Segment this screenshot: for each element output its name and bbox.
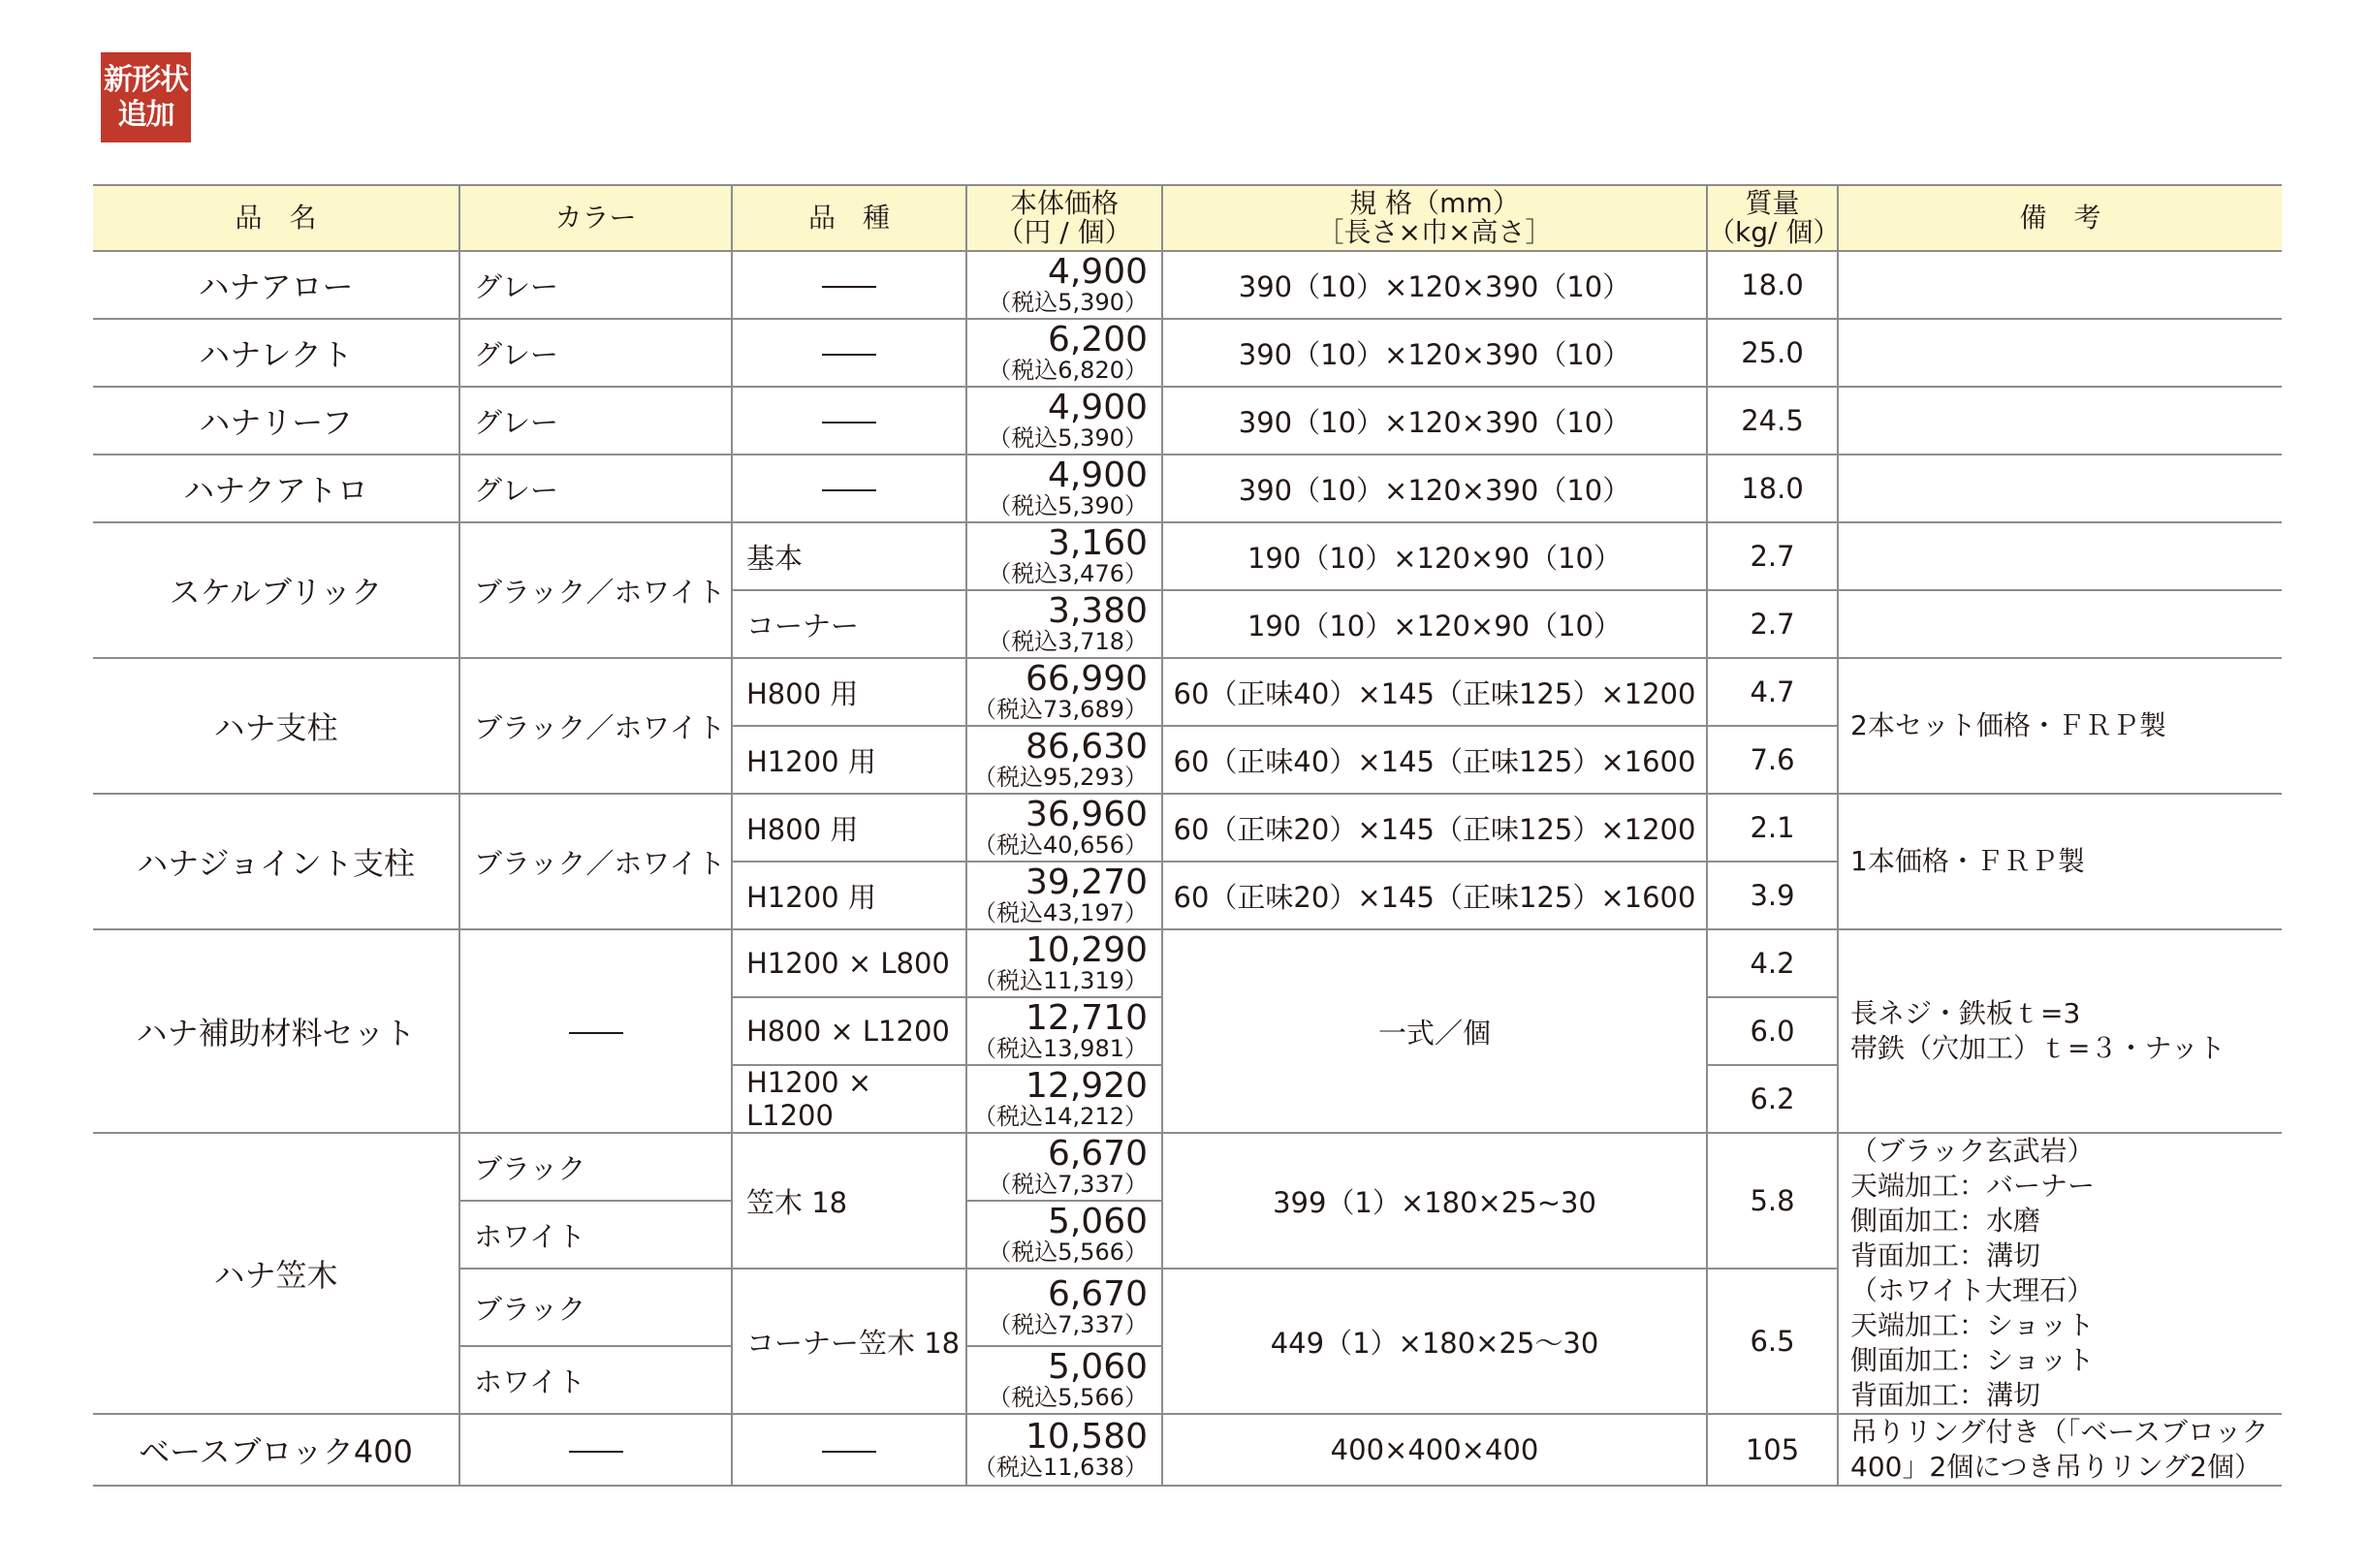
weight-cell: 6.2 bbox=[1707, 1065, 1838, 1133]
dash-mark bbox=[822, 422, 876, 423]
product-color: グレー bbox=[459, 387, 732, 455]
header-spec-line2: ［長さ×巾×高さ］ bbox=[1316, 216, 1553, 248]
dash-mark bbox=[822, 286, 876, 288]
price-value: 66,990 bbox=[1026, 659, 1148, 699]
header-weight bbox=[1707, 185, 1841, 251]
price-cell bbox=[966, 1065, 1162, 1133]
note-line: 帯鉄（穴加工）ｔ=３・ナット bbox=[1850, 1032, 2225, 1064]
price-value: 86,630 bbox=[1026, 727, 1148, 767]
product-name: ハナジョイント支柱 bbox=[93, 794, 459, 929]
price-tax: （税込5,390） bbox=[988, 424, 1148, 452]
product-type: H1200 用 bbox=[732, 862, 966, 929]
product-name: ハナアロー bbox=[93, 251, 459, 319]
dash-mark bbox=[822, 1451, 876, 1453]
price-tax: （税込40,656） bbox=[973, 831, 1148, 859]
price-value: 10,580 bbox=[1026, 1417, 1148, 1457]
price-cell bbox=[966, 590, 1162, 658]
price-value: 3,380 bbox=[1047, 591, 1148, 631]
table-row bbox=[93, 1133, 2282, 1201]
badge-line-2: 追加 bbox=[117, 97, 174, 132]
weight-cell: 5.8 bbox=[1707, 1133, 1838, 1269]
product-color: グレー bbox=[459, 251, 732, 319]
product-color: グレー bbox=[459, 455, 732, 522]
note-line: 天端加工：ショット bbox=[1850, 1309, 2095, 1341]
price-cell bbox=[966, 997, 1162, 1065]
product-name: ハナリーフ bbox=[93, 387, 459, 455]
empty-type-cell bbox=[732, 455, 966, 522]
price-tax: （税込7,337） bbox=[988, 1311, 1148, 1338]
product-color: ブラック／ホワイト bbox=[459, 658, 732, 794]
weight-cell: 2.7 bbox=[1707, 590, 1838, 658]
product-type: コーナー bbox=[732, 590, 966, 658]
weight-cell: 25.0 bbox=[1707, 319, 1838, 387]
price-tax: （税込3,718） bbox=[988, 628, 1148, 655]
weight-cell: 3.9 bbox=[1707, 862, 1838, 929]
price-tax: （税込5,390） bbox=[988, 492, 1148, 519]
product-name: ハナレクト bbox=[93, 319, 459, 387]
price-value: 5,060 bbox=[1047, 1202, 1148, 1241]
product-type: H800 用 bbox=[732, 794, 966, 862]
price-value: 10,290 bbox=[1026, 930, 1148, 970]
note-line: 背面加工：溝切 bbox=[1850, 1239, 2041, 1271]
price-cell bbox=[966, 1201, 1162, 1269]
price-cell bbox=[966, 726, 1162, 794]
table-row bbox=[93, 522, 2282, 590]
product-color: ブラック bbox=[459, 1133, 732, 1201]
table-row bbox=[93, 251, 2282, 319]
note-line: 吊りリング付き（「ベースブロック bbox=[1850, 1416, 2269, 1448]
price-value: 12,920 bbox=[1026, 1066, 1148, 1106]
note-cell bbox=[1838, 455, 2282, 522]
spec-cell: 449（1）×180×25〜30 bbox=[1162, 1269, 1707, 1414]
weight-cell: 105 bbox=[1707, 1414, 1838, 1486]
product-name: ベースブロック400 bbox=[93, 1414, 459, 1486]
table-row bbox=[93, 1414, 2282, 1486]
note-line: 長ネジ・鉄板ｔ=3 bbox=[1850, 997, 2081, 1029]
note-cell bbox=[1838, 387, 2282, 455]
weight-cell: 18.0 bbox=[1707, 455, 1838, 522]
price-tax: （税込13,981） bbox=[973, 1035, 1148, 1062]
spec-cell: 400×400×400 bbox=[1162, 1414, 1707, 1486]
price-tax: （税込11,319） bbox=[973, 967, 1148, 994]
header-color: カラー bbox=[459, 185, 732, 251]
weight-cell: 2.1 bbox=[1707, 794, 1838, 862]
product-color: ホワイト bbox=[459, 1346, 732, 1414]
note-line: 400」2個につき吊りリング2個） bbox=[1850, 1451, 2261, 1483]
header-price-line1: 本体価格 bbox=[1009, 187, 1119, 219]
weight-cell: 6.5 bbox=[1707, 1269, 1838, 1414]
note-cell: 1本価格・ＦＲＰ製 bbox=[1838, 794, 2282, 929]
product-type: H800 用 bbox=[732, 658, 966, 726]
dash-mark bbox=[569, 1032, 623, 1034]
price-value: 36,960 bbox=[1026, 795, 1148, 834]
header-type: 品 種 bbox=[732, 185, 966, 251]
price-cell bbox=[966, 794, 1162, 862]
spec-cell: 60（正味40）×145（正味125）×1600 bbox=[1162, 726, 1707, 794]
note-line: 背面加工：溝切 bbox=[1850, 1379, 2041, 1411]
price-tax: （税込14,212） bbox=[973, 1103, 1148, 1130]
empty-type-cell bbox=[732, 1414, 966, 1486]
dash-mark bbox=[569, 1451, 623, 1453]
product-type: H1200 × L800 bbox=[732, 929, 966, 997]
note-line: 側面加工：水磨 bbox=[1850, 1205, 2041, 1237]
price-cell bbox=[966, 387, 1162, 455]
product-color: ブラック bbox=[459, 1269, 732, 1346]
empty-type-cell bbox=[732, 251, 966, 319]
spec-cell: 390（10）×120×390（10） bbox=[1162, 251, 1707, 319]
note-line: 天端加工：バーナー bbox=[1850, 1170, 2096, 1202]
price-value: 39,270 bbox=[1026, 862, 1148, 902]
price-value: 4,900 bbox=[1047, 388, 1148, 427]
new-shape-badge bbox=[101, 52, 191, 142]
spec-cell: 390（10）×120×390（10） bbox=[1162, 455, 1707, 522]
table-row bbox=[93, 319, 2282, 387]
weight-cell: 7.6 bbox=[1707, 726, 1838, 794]
price-tax: （税込73,689） bbox=[973, 696, 1148, 723]
product-name: スケルブリック bbox=[93, 522, 459, 658]
product-name: ハナ支柱 bbox=[93, 658, 459, 794]
dash-mark bbox=[822, 489, 876, 491]
product-color: ブラック／ホワイト bbox=[459, 794, 732, 929]
price-value: 12,710 bbox=[1026, 998, 1148, 1038]
note-cell: 2本セット価格・ＦＲＰ製 bbox=[1838, 658, 2282, 794]
price-cell bbox=[966, 319, 1162, 387]
spec-cell: 一式／個 bbox=[1162, 929, 1707, 1133]
product-type: H800 × L1200 bbox=[732, 997, 966, 1065]
note-line: （ブラック玄武岩） bbox=[1850, 1135, 2095, 1167]
weight-cell: 18.0 bbox=[1707, 251, 1838, 319]
price-tax: （税込43,197） bbox=[973, 899, 1148, 926]
price-cell bbox=[966, 1269, 1162, 1346]
empty-type-cell bbox=[732, 319, 966, 387]
header-note: 備 考 bbox=[1838, 185, 2282, 251]
product-type: H1200 用 bbox=[732, 726, 966, 794]
spec-cell: 60（正味40）×145（正味125）×1200 bbox=[1162, 658, 1707, 726]
table-row bbox=[93, 455, 2282, 522]
header-weight-line2: （kg/ 個） bbox=[1708, 216, 1841, 248]
product-type: H1200 × L1200 bbox=[732, 1065, 966, 1133]
note-cell bbox=[1838, 590, 2282, 658]
dash-mark bbox=[822, 354, 876, 356]
price-cell bbox=[966, 862, 1162, 929]
header-price bbox=[966, 185, 1162, 251]
product-color: グレー bbox=[459, 319, 732, 387]
header-row bbox=[93, 185, 2282, 251]
note-cell bbox=[1838, 522, 2282, 590]
badge-line-1: 新形状 bbox=[104, 62, 188, 97]
weight-cell: 2.7 bbox=[1707, 522, 1838, 590]
price-value: 6,670 bbox=[1047, 1274, 1148, 1314]
product-color: ホワイト bbox=[459, 1201, 732, 1269]
price-value: 5,060 bbox=[1047, 1347, 1148, 1387]
price-cell bbox=[966, 1133, 1162, 1201]
spec-cell: 390（10）×120×390（10） bbox=[1162, 387, 1707, 455]
price-value: 6,200 bbox=[1047, 320, 1148, 360]
product-color: ブラック／ホワイト bbox=[459, 522, 732, 658]
weight-cell: 4.7 bbox=[1707, 658, 1838, 726]
weight-cell: 24.5 bbox=[1707, 387, 1838, 455]
table-row bbox=[93, 794, 2282, 862]
price-tax: （税込5,566） bbox=[988, 1239, 1148, 1266]
spec-cell: 390（10）×120×390（10） bbox=[1162, 319, 1707, 387]
note-cell bbox=[1838, 929, 2282, 1133]
table-row bbox=[93, 929, 2282, 997]
spec-cell: 60（正味20）×145（正味125）×1200 bbox=[1162, 794, 1707, 862]
header-name: 品 名 bbox=[93, 185, 459, 251]
product-name: ハナ補助材料セット bbox=[93, 929, 459, 1133]
price-tax: （税込11,638） bbox=[973, 1454, 1148, 1481]
product-type: コーナー笠木 18 bbox=[732, 1269, 966, 1414]
price-value: 6,670 bbox=[1047, 1134, 1148, 1174]
product-type: 笠木 18 bbox=[732, 1133, 966, 1269]
note-cell bbox=[1838, 251, 2282, 319]
price-tax: （税込7,337） bbox=[988, 1171, 1148, 1198]
price-cell bbox=[966, 658, 1162, 726]
table-row bbox=[93, 387, 2282, 455]
price-tax: （税込95,293） bbox=[973, 764, 1148, 791]
spec-cell: 60（正味20）×145（正味125）×1600 bbox=[1162, 862, 1707, 929]
product-name: ハナクアトロ bbox=[93, 455, 459, 522]
price-cell bbox=[966, 251, 1162, 319]
header-price-line2: （円 / 個） bbox=[996, 216, 1132, 248]
note-cell bbox=[1838, 1414, 2282, 1486]
note-cell bbox=[1838, 1133, 2282, 1414]
price-cell bbox=[966, 455, 1162, 522]
weight-cell: 6.0 bbox=[1707, 997, 1838, 1065]
spec-cell: 190（10）×120×90（10） bbox=[1162, 522, 1707, 590]
price-tax: （税込6,820） bbox=[988, 357, 1148, 384]
price-cell bbox=[966, 1346, 1162, 1414]
spec-cell: 190（10）×120×90（10） bbox=[1162, 590, 1707, 658]
empty-color-cell bbox=[459, 1414, 732, 1486]
note-cell bbox=[1838, 319, 2282, 387]
price-value: 4,900 bbox=[1047, 252, 1148, 292]
note-line: （ホワイト大理石） bbox=[1850, 1274, 2095, 1306]
product-name: ハナ笠木 bbox=[93, 1133, 459, 1414]
price-tax: （税込5,390） bbox=[988, 289, 1148, 316]
price-tax: （税込3,476） bbox=[988, 560, 1148, 587]
header-spec bbox=[1162, 185, 1707, 251]
note-line: 側面加工：ショット bbox=[1850, 1344, 2095, 1376]
price-value: 4,900 bbox=[1047, 455, 1148, 495]
weight-cell: 4.2 bbox=[1707, 929, 1838, 997]
header-weight-line1: 質量 bbox=[1745, 187, 1800, 219]
price-cell bbox=[966, 929, 1162, 997]
price-tax: （税込5,566） bbox=[988, 1384, 1148, 1411]
header-spec-line1: 規 格（mm） bbox=[1349, 187, 1520, 219]
empty-color-cell bbox=[459, 929, 732, 1133]
spec-cell: 399（1）×180×25~30 bbox=[1162, 1133, 1707, 1269]
price-value: 3,160 bbox=[1047, 523, 1148, 563]
price-cell bbox=[966, 1414, 1162, 1486]
product-table bbox=[93, 184, 2282, 1487]
empty-type-cell bbox=[732, 387, 966, 455]
table-row bbox=[93, 658, 2282, 726]
price-cell bbox=[966, 522, 1162, 590]
product-type: 基本 bbox=[732, 522, 966, 590]
